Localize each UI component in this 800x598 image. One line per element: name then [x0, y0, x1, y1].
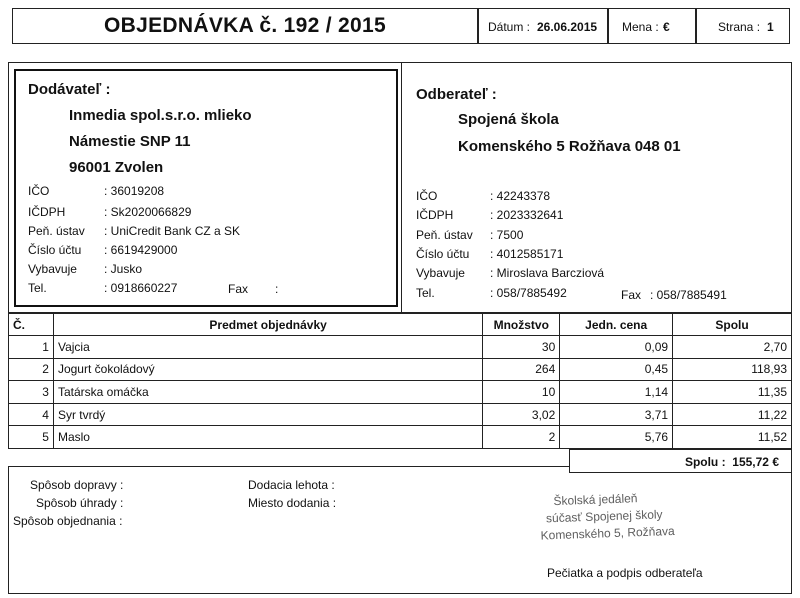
delivery-place-label: Miesto dodania :: [248, 496, 337, 510]
delivery-term-label: Dodacia lehota :: [248, 478, 335, 492]
row-total: 11,52: [673, 426, 792, 449]
page-box: [696, 8, 790, 44]
order-method-label: Spôsob objednania :: [13, 514, 123, 528]
supplier-contact-value: : Jusko: [104, 262, 143, 276]
supplier-street: Námestie SNP 11: [69, 133, 191, 150]
row-number: 1: [9, 336, 54, 359]
row-qty: 2: [483, 426, 560, 449]
table-row: [9, 426, 792, 449]
supplier-phone-label: Tel.: [28, 281, 47, 295]
customer-icdph-label: IČDPH: [416, 208, 454, 222]
col-number-header: Č.: [9, 314, 54, 336]
row-qty: 30: [483, 336, 560, 359]
supplier-icdph-value: : Sk2020066829: [104, 205, 192, 219]
row-qty: 10: [483, 381, 560, 404]
supplier-fax-value: :: [275, 282, 279, 296]
row-number: 5: [9, 426, 54, 449]
customer-phone-label: Tel.: [416, 286, 435, 300]
row-qty: 264: [483, 358, 560, 381]
col-unit-price-header: Jedn. cena: [560, 314, 673, 336]
customer-contact-value: : Miroslava Barcziová: [490, 266, 605, 280]
supplier-contact-label: Vybavuje: [28, 262, 77, 276]
customer-address: Komenského 5 Rožňava 048 01: [458, 138, 681, 155]
date-value: 26.06.2015: [537, 20, 598, 34]
currency-box: [608, 8, 696, 44]
row-number: 2: [9, 358, 54, 381]
currency-value: €: [663, 20, 670, 34]
supplier-city: 96001 Zvolen: [69, 159, 164, 176]
table-row: [9, 358, 792, 381]
row-qty: 3,02: [483, 403, 560, 426]
grand-total: [685, 455, 779, 469]
customer-fax-label: Fax: [621, 288, 642, 302]
row-item: Jogurt čokoládový: [53, 358, 482, 381]
customer-phone-value: : 058/7885492: [490, 286, 567, 300]
grand-total-value: 155,72 €: [732, 455, 779, 469]
table-row: [9, 381, 792, 404]
col-total-header: Spolu: [673, 314, 792, 336]
customer-heading: Odberateľ :: [416, 86, 497, 103]
supplier-ico-label: IČO: [28, 184, 50, 198]
row-unit-price: 1,14: [560, 381, 673, 404]
payment-label: Spôsob úhrady :: [36, 496, 124, 510]
row-unit-price: 5,76: [560, 426, 673, 449]
customer-bank-value: : 7500: [490, 228, 524, 242]
supplier-bank-value: : UniCredit Bank CZ a SK: [104, 224, 241, 238]
table-row: [9, 336, 792, 359]
row-number: 4: [9, 403, 54, 426]
supplier-name: Inmedia spol.s.r.o. mlieko: [69, 107, 252, 124]
supplier-ico-value: : 36019208: [104, 184, 165, 198]
order-items-table: [8, 313, 792, 449]
col-qty-header: Množstvo: [483, 314, 560, 336]
table-header-row: [9, 314, 792, 336]
customer-account-value: : 4012585171: [490, 247, 564, 261]
grand-total-label: Spolu :: [684, 455, 726, 469]
supplier-bank-label: Peň. ústav: [28, 224, 85, 238]
stamp-line-1: Školská jedáleň: [553, 491, 638, 509]
customer-icdph-value: : 2023332641: [490, 208, 564, 222]
signature-label: Pečiatka a podpis odberateľa: [547, 566, 703, 580]
row-unit-price: 3,71: [560, 403, 673, 426]
stamp-line-2: súčasť Spojenej školy: [545, 507, 663, 526]
row-total: 2,70: [673, 336, 792, 359]
customer-bank-label: Peň. ústav: [416, 228, 473, 242]
stamp-line-3: Komenského 5, Rožňava: [540, 523, 675, 543]
row-unit-price: 0,09: [560, 336, 673, 359]
row-total: 118,93: [673, 358, 792, 381]
supplier-account-label: Číslo účtu: [28, 243, 82, 257]
date-label: Dátum :: [488, 20, 531, 34]
customer-account-label: Číslo účtu: [416, 247, 470, 261]
customer-contact-label: Vybavuje: [416, 266, 465, 280]
supplier-fax-label: Fax: [228, 282, 249, 296]
stamp-impression: [540, 490, 675, 543]
currency-label: Mena :: [622, 20, 659, 34]
supplier-heading: Dodávateľ :: [28, 81, 111, 98]
date-box: [478, 8, 608, 44]
order-title: OBJEDNÁVKA č. 192 / 2015: [104, 14, 386, 37]
customer-ico-value: : 42243378: [490, 189, 551, 203]
supplier-account-value: : 6619429000: [104, 243, 178, 257]
row-unit-price: 0,45: [560, 358, 673, 381]
page-value: 1: [767, 20, 774, 34]
parties-divider: [401, 62, 402, 313]
supplier-phone-value: : 0918660227: [104, 281, 178, 295]
col-item-header: Predmet objednávky: [53, 314, 482, 336]
row-item: Syr tvrdý: [53, 403, 482, 426]
order-title-box: [12, 8, 478, 44]
customer-ico-label: IČO: [416, 189, 438, 203]
page-label: Strana :: [718, 20, 761, 34]
row-total: 11,35: [673, 381, 792, 404]
row-total: 11,22: [673, 403, 792, 426]
row-item: Tatárska omáčka: [53, 381, 482, 404]
row-item: Vajcia: [53, 336, 482, 359]
customer-name: Spojená škola: [458, 111, 559, 128]
row-item: Maslo: [53, 426, 482, 449]
transport-label: Spôsob dopravy :: [30, 478, 124, 492]
customer-fax-value: : 058/7885491: [650, 288, 727, 302]
table-row: [9, 403, 792, 426]
grand-total-box: [569, 449, 792, 473]
row-number: 3: [9, 381, 54, 404]
supplier-icdph-label: IČDPH: [28, 205, 66, 219]
